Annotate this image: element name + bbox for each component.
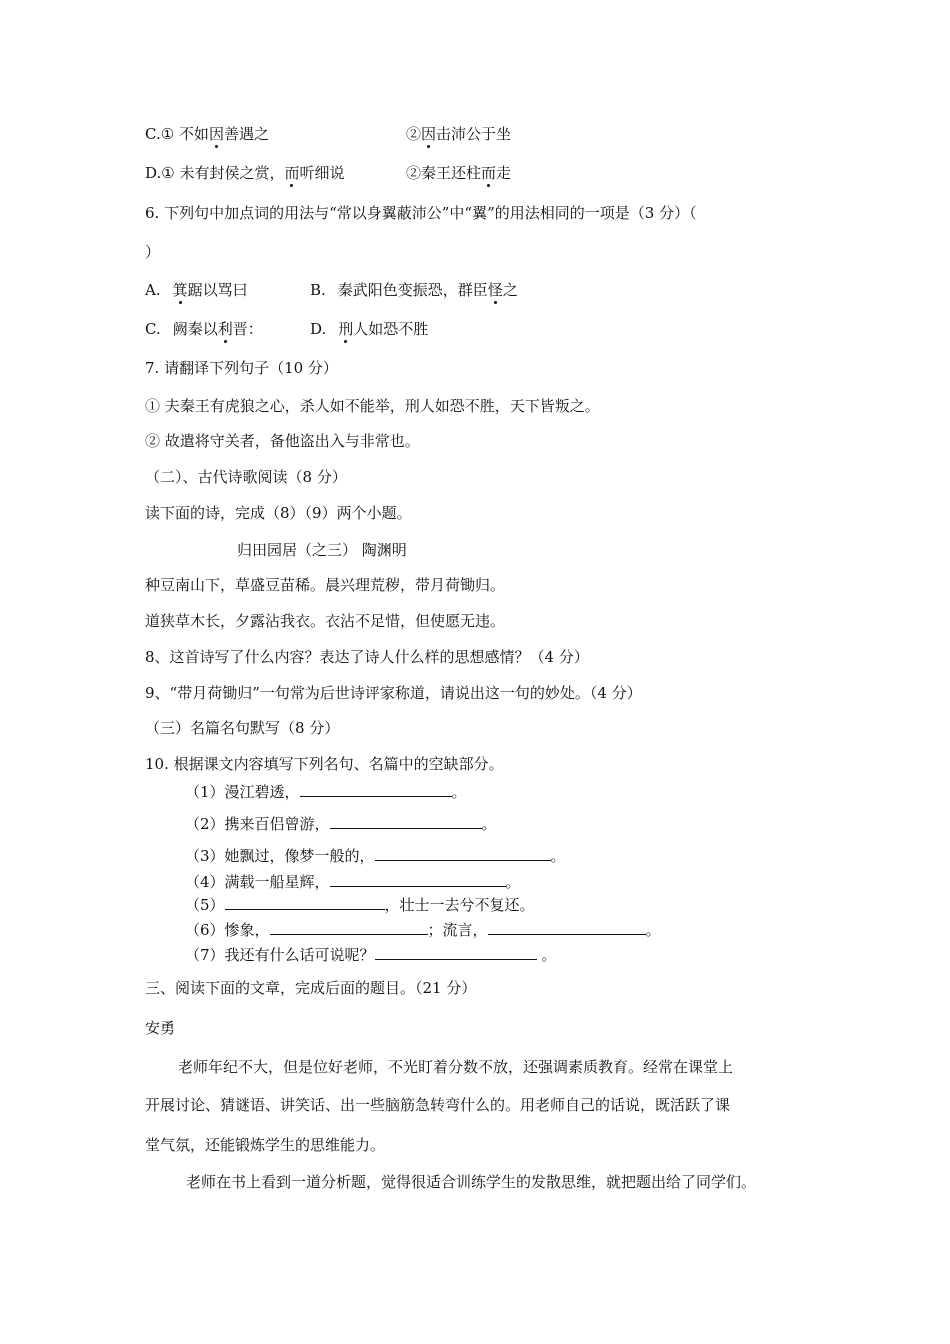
q8-question: 8、这首诗写了什么内容？表达了诗人什么样的思想感情？（4 分）	[145, 648, 589, 666]
q5-option-c-2: ②因击沛公于坐	[406, 125, 512, 143]
dictation-item-2: （2）携来百侣曾游， 。	[185, 815, 497, 833]
answer-blank[interactable]	[330, 813, 482, 829]
dictation-item-1: （1）漫江碧透， 。	[185, 783, 467, 801]
q7-stem: 7. 请翻译下列句子（10 分）	[145, 359, 338, 377]
poetry-instruction: 读下面的诗，完成（8）（9）两个小题。	[145, 504, 412, 522]
q5-option-c: C.① 不如因善遇之	[145, 125, 269, 143]
poem-title: 归田园居（之三） 陶渊明	[237, 541, 407, 559]
answer-blank[interactable]	[225, 894, 385, 910]
emphasis-dot-char: 箕	[172, 281, 188, 299]
emphasis-dot-char: 而	[481, 164, 497, 182]
q10-stem: 10. 根据课文内容填写下列名句、名篇中的空缺部分。	[145, 755, 504, 773]
q6-option-d: D. 刑人如恐不胜	[310, 320, 429, 338]
answer-blank[interactable]	[270, 919, 428, 935]
article-p2-line-1: 老师在书上看到一道分析题，觉得很适合训练学生的发散思维，就把题出给了同学们。	[186, 1173, 757, 1191]
q6-option-b: B. 秦武阳色变振恐，群臣怪之	[310, 281, 518, 299]
answer-blank[interactable]	[330, 871, 506, 887]
emphasis-dot-char: 因	[208, 125, 224, 143]
emphasis-dot-char: 利	[217, 320, 233, 338]
emphasis-dot-char: 怪	[487, 281, 503, 299]
q6-option-a: A. 箕踞以骂曰	[145, 281, 248, 299]
q9-question: 9、“带月荷锄归”一句常为后世诗评家称道，请说出这一句的妙处。（4 分）	[145, 684, 642, 702]
q7-sentence-2: ② 故遣将守关者，备他盗出入与非常也。	[145, 432, 420, 450]
dictation-item-5: （5） ，壮士一去兮不复还。	[185, 896, 535, 914]
section-2-title: （二）、古代诗歌阅读（8 分）	[145, 468, 347, 486]
dictation-item-3: （3）她飘过，像梦一般的， 。	[185, 847, 566, 865]
section-3-title: （三）名篇名句默写（8 分）	[145, 719, 340, 737]
dictation-item-4: （4）满载一船星辉， 。	[185, 873, 521, 891]
article-p1-line-2: 开展讨论、猜谜语、讲笑话、出一些脑筋急转弯什么的。用老师自己的话说，既活跃了课	[145, 1096, 731, 1114]
q5-option-d: D.① 未有封侯之赏，而听细说	[145, 164, 345, 182]
answer-blank[interactable]	[375, 845, 551, 861]
dictation-item-6: （6）惨象， ；流言， 。	[185, 921, 661, 939]
part-3-title: 三、阅读下面的文章，完成后面的题目。（21 分）	[145, 979, 477, 997]
poem-line-1: 种豆南山下，草盛豆苗稀。晨兴理荒秽，带月荷锄归。	[145, 576, 506, 594]
q5-option-d-2: ②秦王还柱而走	[406, 164, 512, 182]
poem-line-2: 道狭草木长，夕露沾我衣。衣沾不足惜，但使愿无违。	[145, 612, 506, 630]
emphasis-dot-char: 刑	[338, 320, 354, 338]
q6-stem-end: ）	[145, 243, 161, 261]
article-p1-line-1: 老师年纪不大，但是位好老师，不光盯着分数不放，还强调素质教育。经常在课堂上	[178, 1058, 734, 1076]
article-p1-line-3: 堂气氛，还能锻炼学生的思维能力。	[145, 1136, 386, 1154]
article-title: 安勇	[145, 1019, 176, 1037]
emphasis-dot-char: 而	[284, 164, 300, 182]
answer-blank[interactable]	[375, 944, 537, 960]
answer-blank[interactable]	[488, 919, 646, 935]
dictation-item-7: （7）我还有什么话可说呢？ 。	[185, 946, 557, 964]
q6-stem: 6. 下列句中加点词的用法与“常以身翼蔽沛公”中“翼”的用法相同的一项是（3 分）（	[145, 204, 697, 222]
q6-option-c: C. 阙秦以利晋：	[145, 320, 263, 338]
answer-blank[interactable]	[300, 781, 452, 797]
q7-sentence-1: ① 夫秦王有虎狼之心，杀人如不能举，刑人如恐不胜，天下皆叛之。	[145, 397, 600, 415]
emphasis-dot-char: 因	[421, 125, 437, 143]
